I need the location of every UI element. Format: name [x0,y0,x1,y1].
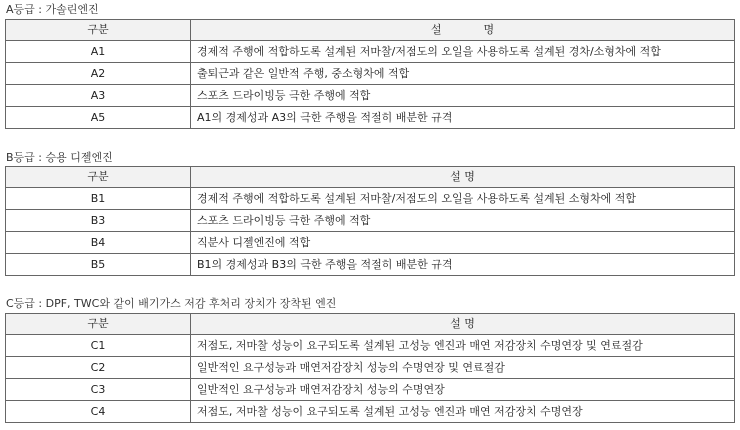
grade-description: 스포츠 드라이빙등 극한 주행에 적합 [191,85,735,107]
table-row [6,85,735,107]
grade-code: A5 [6,107,191,129]
grade-b-table [5,166,735,276]
table-row [6,401,735,423]
grade-code: A1 [6,41,191,63]
header-category: 구분 [6,20,191,41]
header-description: 설 명 [191,314,735,335]
grade-code: C1 [6,335,191,357]
grade-description: 출퇴근과 같은 일반적 주행, 중소형차에 적합 [191,63,735,85]
header-category: 구분 [6,314,191,335]
grade-code: A3 [6,85,191,107]
grade-code: B4 [6,232,191,254]
table-row [6,335,735,357]
table-header-row [6,314,735,335]
table-header-row [6,167,735,188]
grade-description: 경제적 주행에 적합하도록 설계된 저마찰/저점도의 오일을 사용하도록 설계된 소형차에 적합 [191,188,735,210]
grade-description: B1의 경제성과 B3의 극한 주행을 적절히 배분한 규격 [191,254,735,276]
section-title-c: C등급 : DPF, TWC와 같이 배기가스 저감 후처리 장치가 장착된 엔진 [6,297,337,310]
grade-code: B3 [6,210,191,232]
table-row [6,357,735,379]
grade-code: C3 [6,379,191,401]
grade-description: 스포츠 드라이빙등 극한 주행에 적합 [191,210,735,232]
table-row [6,254,735,276]
grade-description: 저점도, 저마찰 성능이 요구되도록 설계된 고성능 엔진과 매연 저감장치 수명연장 및 연료절감 [191,335,735,357]
table-row [6,41,735,63]
grade-description: 직분사 디젤엔진에 적합 [191,232,735,254]
table-row [6,63,735,85]
grade-description: 일반적인 요구성능과 매연저감장치 성능의 수명연장 및 연료절감 [191,357,735,379]
grade-description: 저점도, 저마찰 성능이 요구되도록 설계된 고성능 엔진과 매연 저감장치 수명연장 [191,401,735,423]
grade-code: C2 [6,357,191,379]
header-description: 설 명 [191,167,735,188]
grade-c-table [5,313,735,423]
section-title-b: B등급 : 승용 디젤엔진 [6,151,113,164]
grade-description: 일반적인 요구성능과 매연저감장치 성능의 수명연장 [191,379,735,401]
header-category: 구분 [6,167,191,188]
table-row [6,188,735,210]
grade-description: 경제적 주행에 적합하도록 설계된 저마찰/저점도의 오일을 사용하도록 설계된 경차/소형차에 적합 [191,41,735,63]
grade-code: B1 [6,188,191,210]
grade-code: C4 [6,401,191,423]
header-description: 설 명 [191,20,735,41]
table-row [6,210,735,232]
table-row [6,232,735,254]
section-title-a: A등급 : 가솔린엔진 [6,3,99,16]
grade-a-table [5,19,735,129]
table-row [6,107,735,129]
grade-description: A1의 경제성과 A3의 극한 주행을 적절히 배분한 규격 [191,107,735,129]
grade-code: B5 [6,254,191,276]
table-header-row [6,20,735,41]
table-row [6,379,735,401]
grade-code: A2 [6,63,191,85]
